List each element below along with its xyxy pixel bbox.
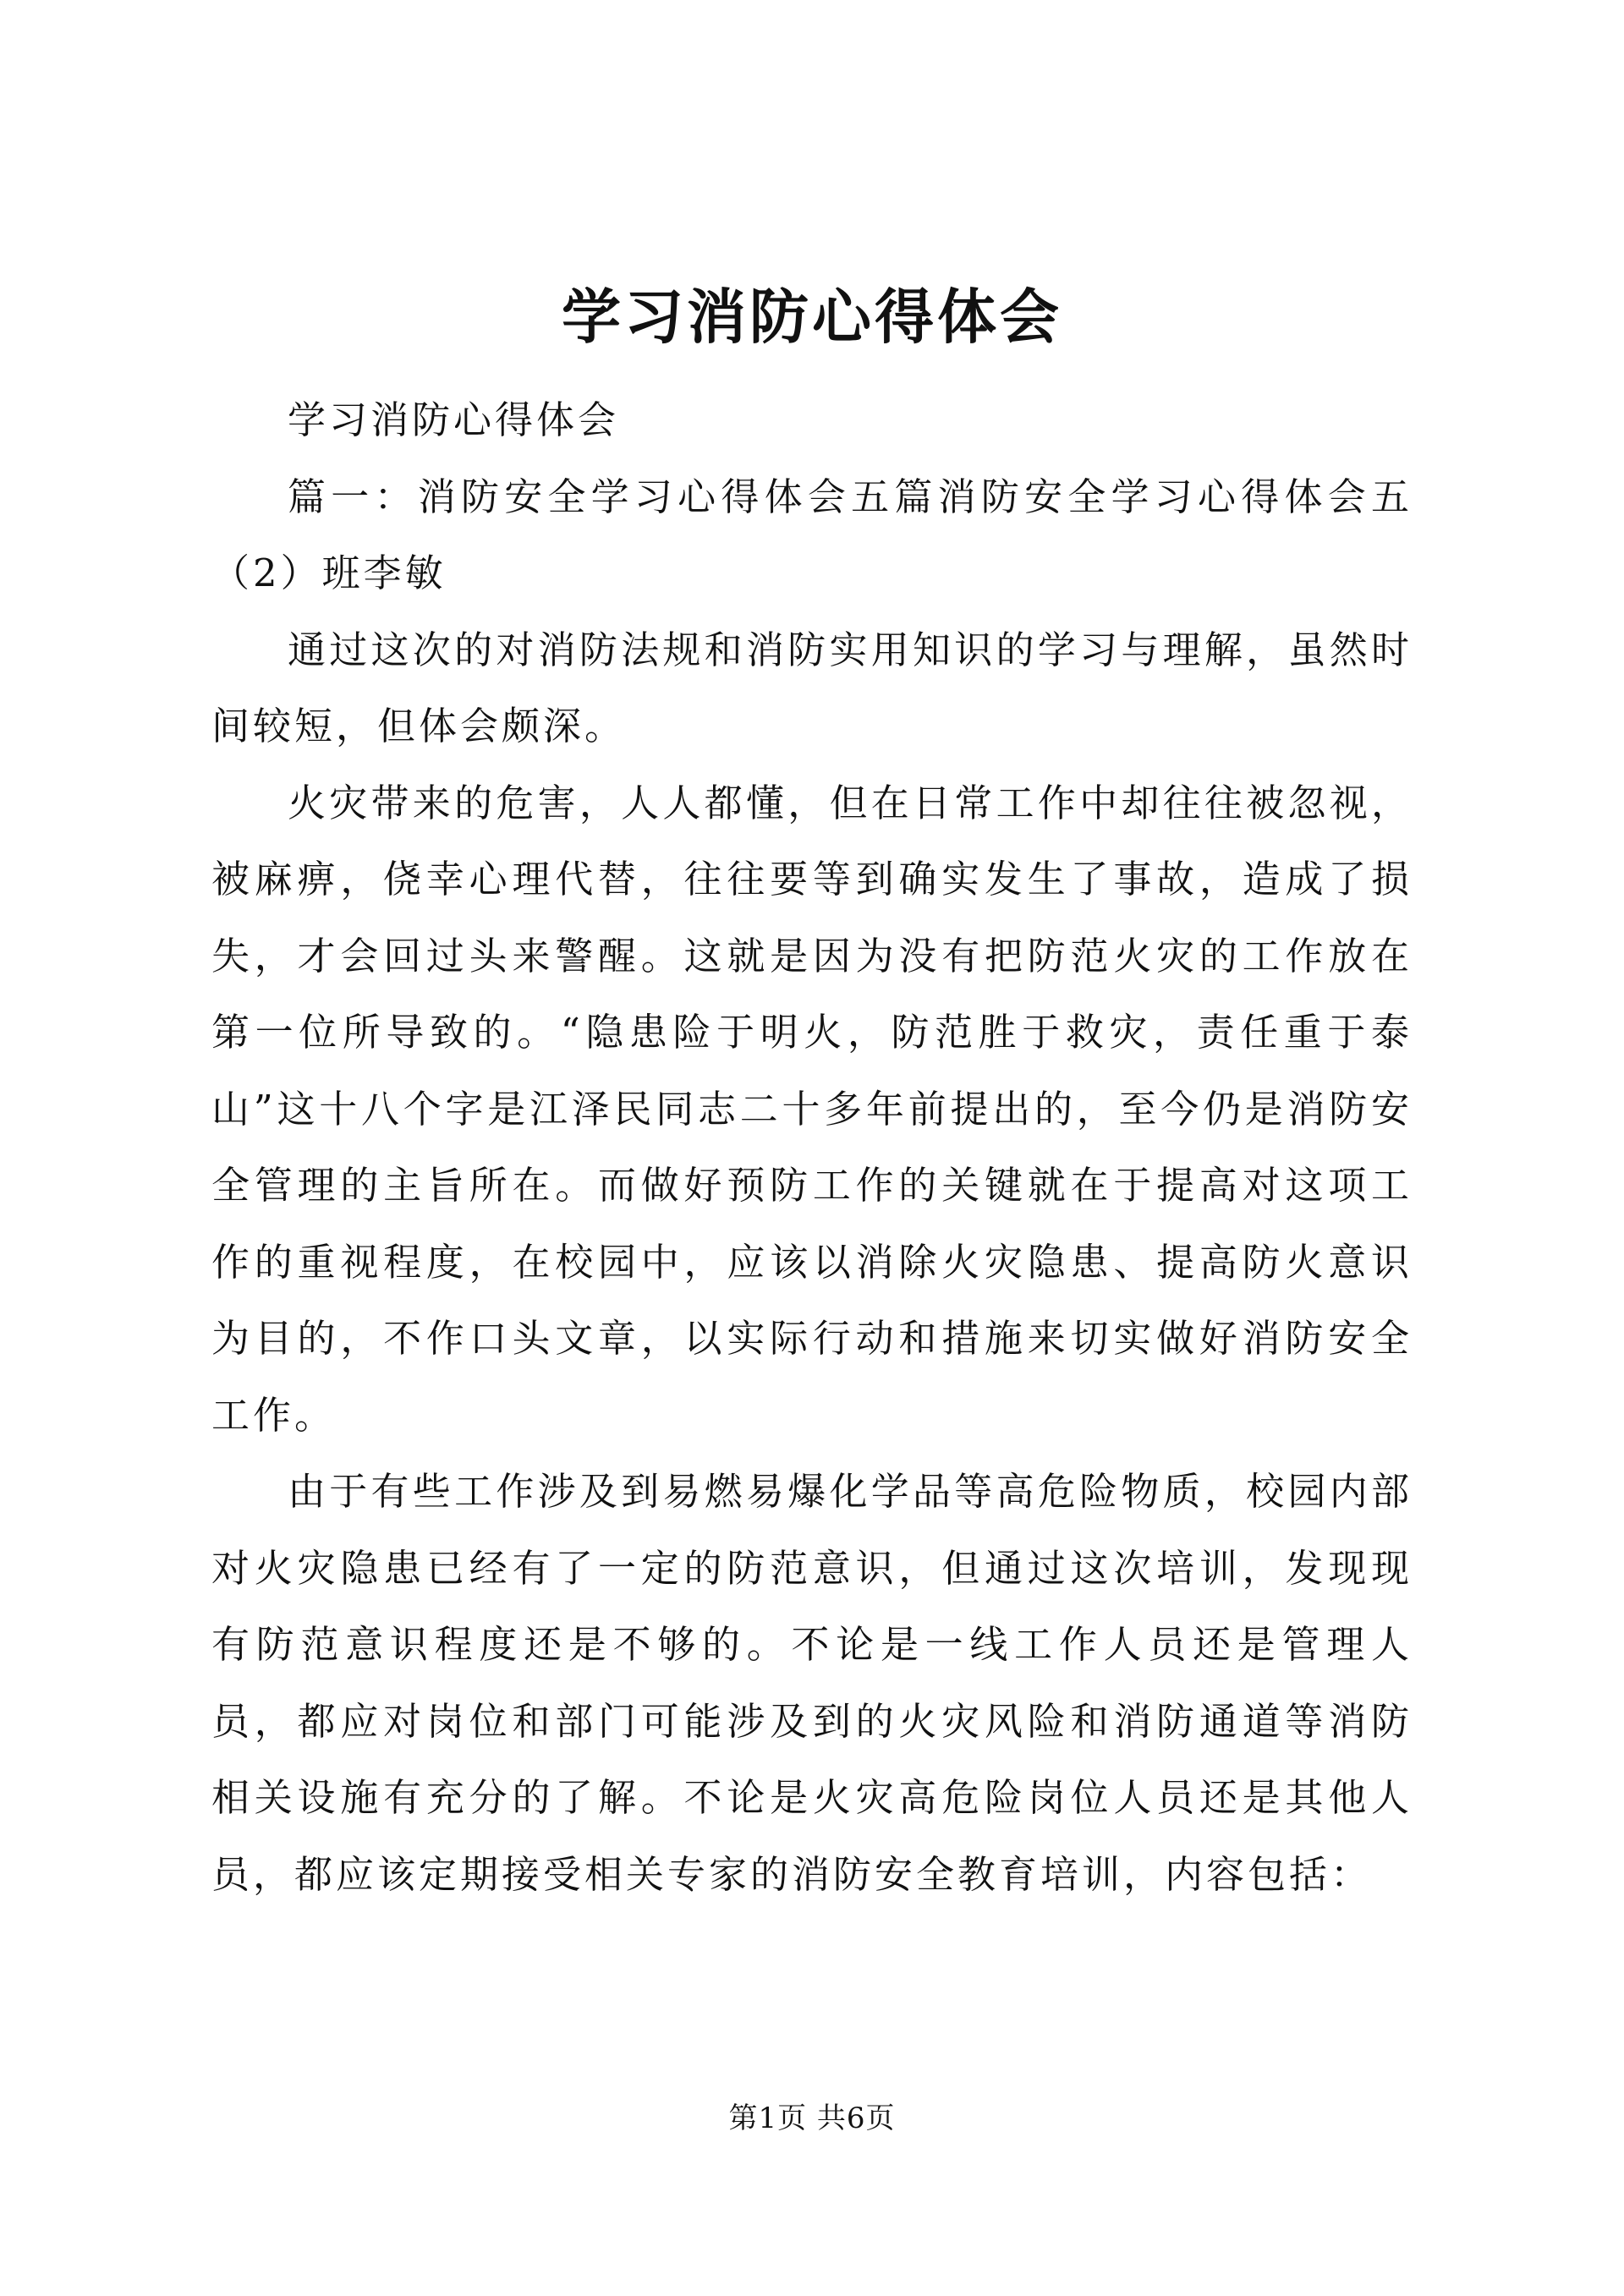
document-title: 学习消防心得体会 xyxy=(562,282,1062,352)
paragraph: 由于有些工作涉及到易燃易爆化学品等高危险物质，校园内部对火灾隐患已经有了一定的防范意识，但通过这次培训，发现现有防范意识程度还是不够的。不论是一线工作人员还是管理人员，都应对岗位和部门可能涉及到的火灾风险和消防通道等消防相关设施有充分的了解。不论是火灾高危险岗位人员还是其他人员，都应该定期接受相关专家的消防安全教育培训，内容包括： xyxy=(211,1469,1413,1897)
paragraph: 火灾带来的危害，人人都懂，但在日常工作中却往往被忽视，被麻痹，侥幸心理代替，往往要等到确实发生了事故，造成了损失，才会回过头来警醒。这就是因为没有把防范火灾的工作放在第一位所导致的。“隐患险于明火，防范胜于救灾，责任重于泰山”这十八个字是江泽民同志二十多年前提出的，至今仍是消防安全管理的主旨所在。而做好预防工作的关键就在于提高对这项工作的重视程度，在校园中，应该以消除火灾隐患、提高防火意识为目的，不作口头文章，以实际行动和措施来切实做好消防安全工作。 xyxy=(211,780,1413,1438)
paragraph: 通过这次的对消防法规和消防实用知识的学习与理解，虽然时间较短，但体会颇深。 xyxy=(211,627,1413,748)
paragraph-subtitle: 学习消防心得体会 xyxy=(288,397,620,442)
page-number-footer: 第1页 共6页 xyxy=(728,2101,896,2135)
paragraph-section-heading: 篇一：消防安全学习心得体会五篇消防安全学习心得体会五（2）班李敏 xyxy=(211,474,1413,595)
document-body xyxy=(211,382,1413,1913)
